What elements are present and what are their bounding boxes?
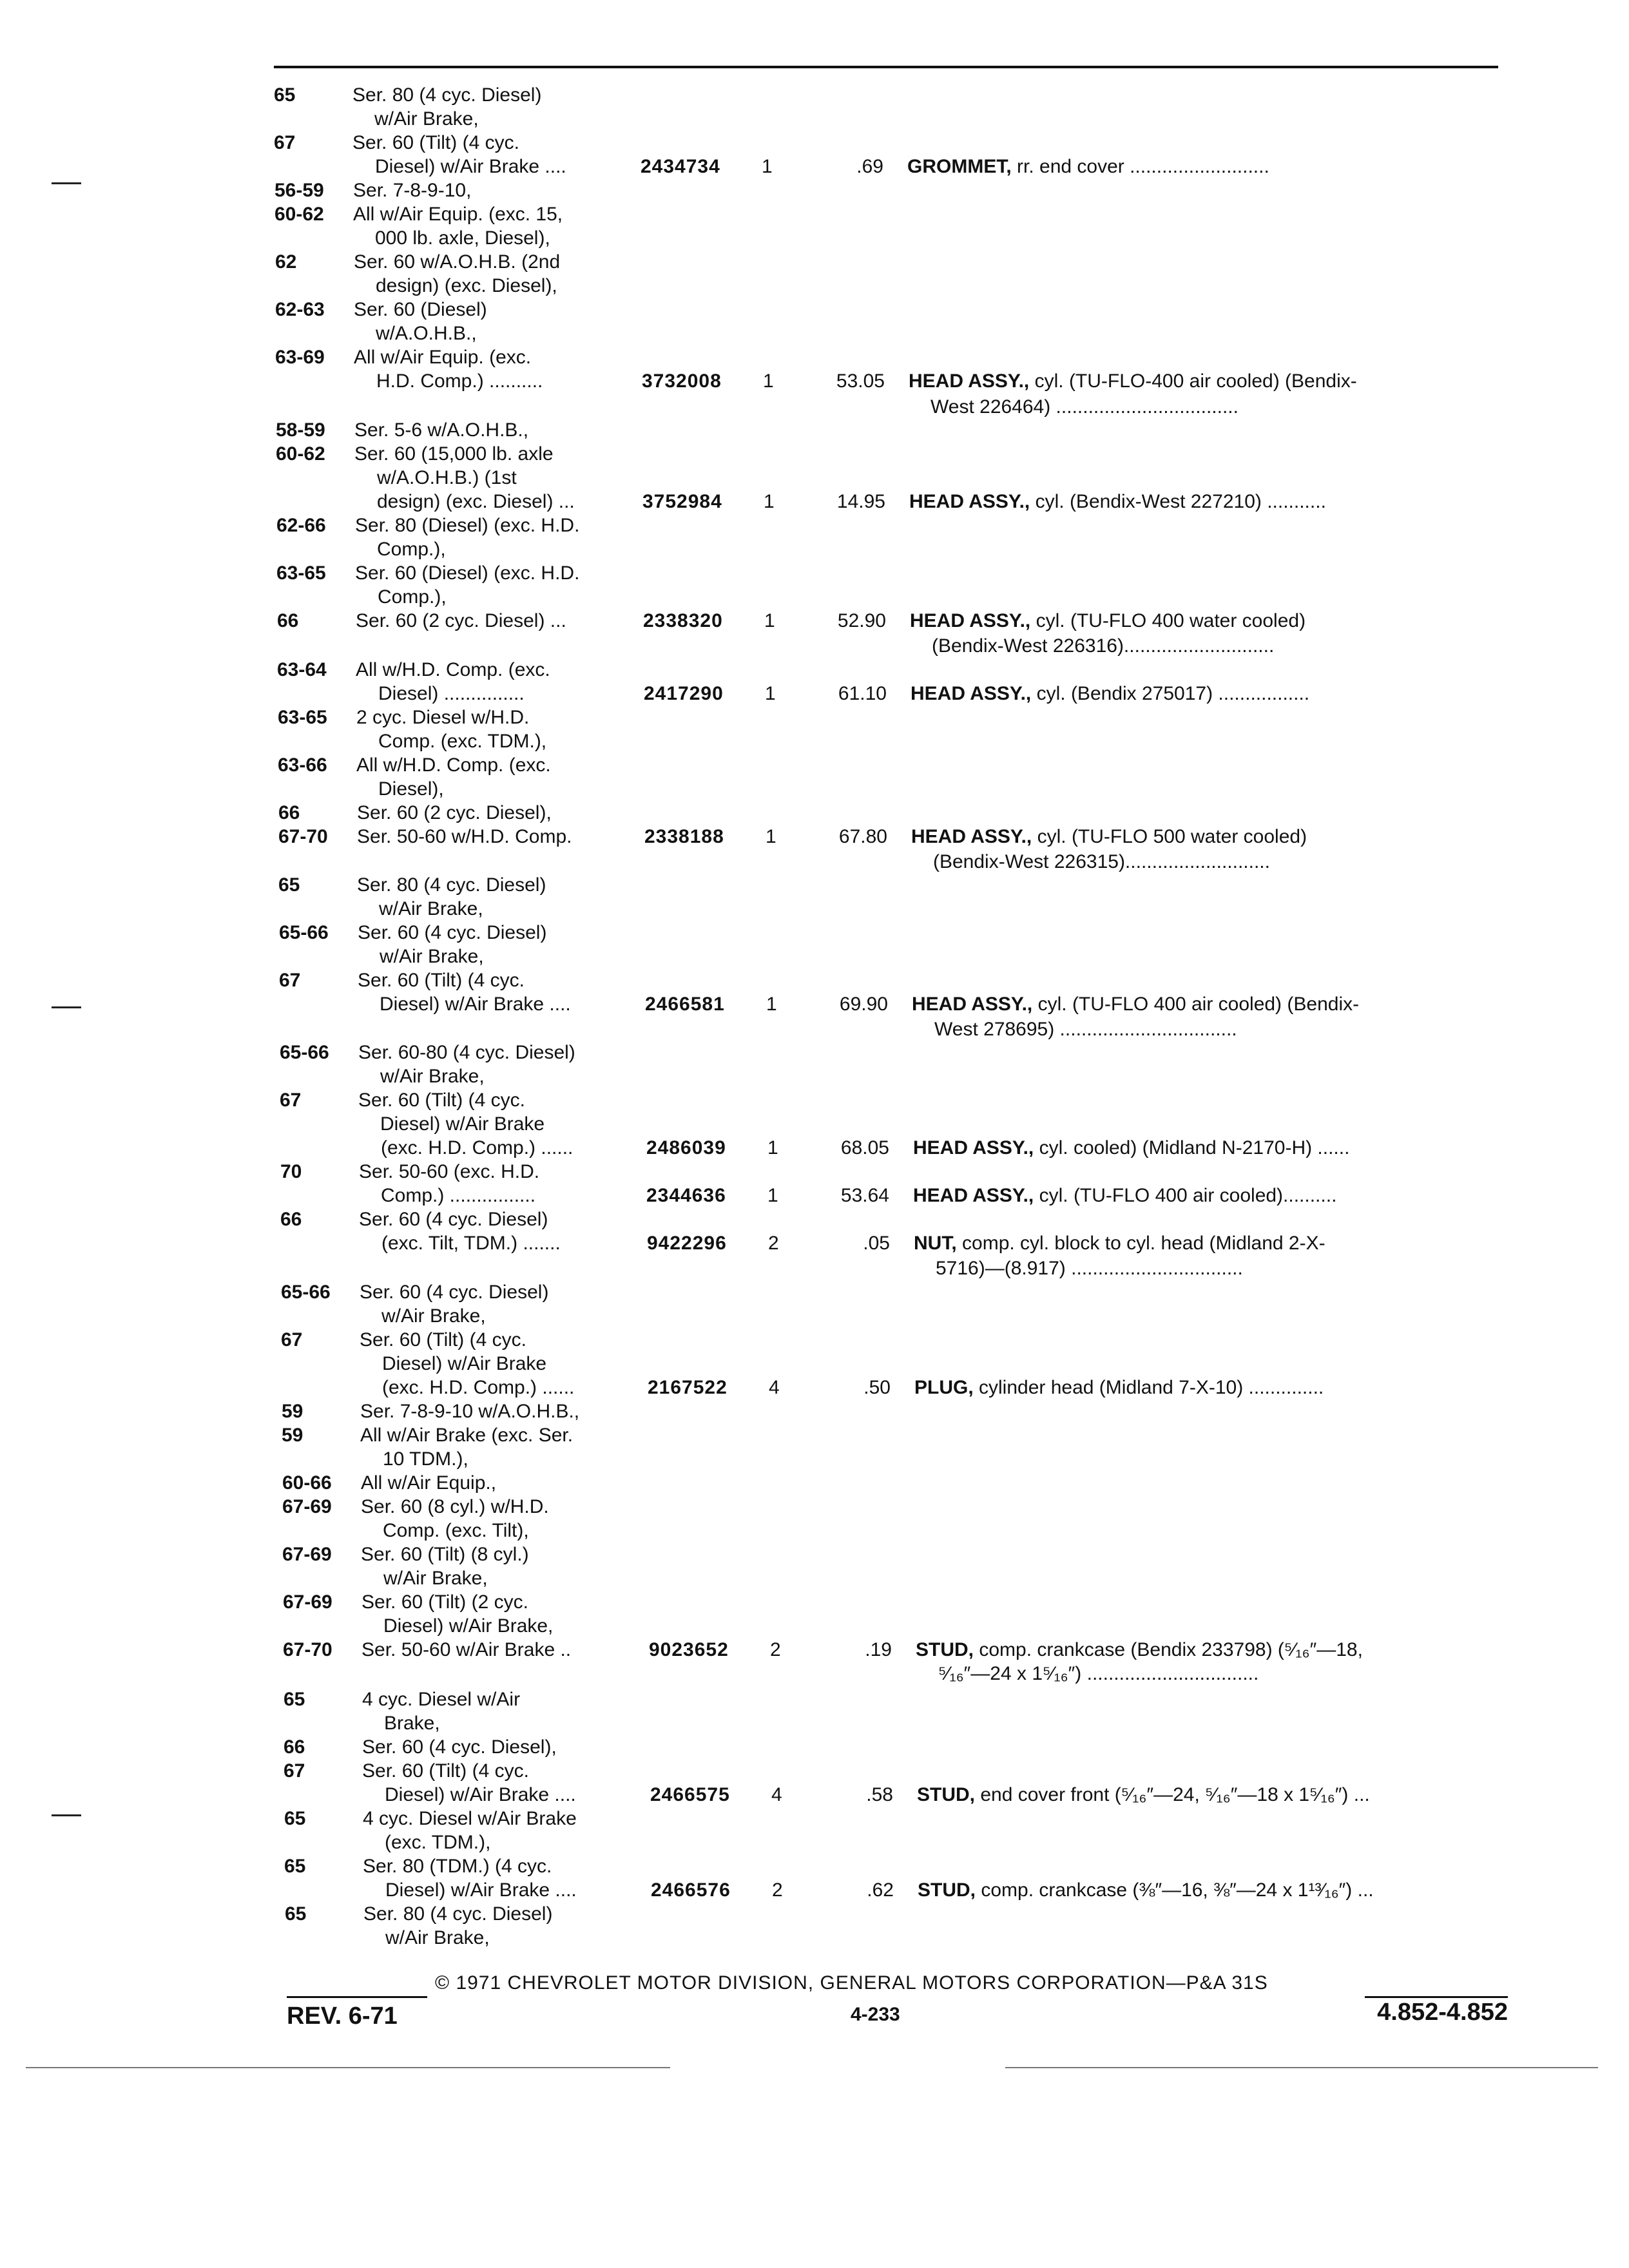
application-text: Ser. 60 (4 cyc. Diesel) xyxy=(358,922,547,943)
revision-date: REV. 6-71 xyxy=(287,2003,398,2030)
application-text: Diesel) w/Air Brake .... xyxy=(375,156,566,177)
part-description-text: rr. end cover .......................... xyxy=(1017,156,1269,177)
quantity: 2 xyxy=(768,1233,779,1254)
part-name: HEAD ASSY., xyxy=(910,610,1031,631)
model-year: 63-65 xyxy=(278,707,327,728)
part-name: HEAD ASSY., xyxy=(911,826,1032,847)
bottom-rule-left xyxy=(26,2067,670,2068)
application-text: Diesel) w/Air Brake .... xyxy=(385,1784,576,1805)
model-year: 70 xyxy=(280,1161,302,1182)
part-description-continued: (Bendix-West 226315)........................... xyxy=(933,851,1270,872)
quantity: 2 xyxy=(770,1639,781,1660)
part-number: 9422296 xyxy=(647,1233,727,1254)
part-description xyxy=(911,825,1516,849)
application-text: 10 TDM.), xyxy=(383,1448,468,1470)
part-number: 9023652 xyxy=(649,1639,729,1660)
application-text: Ser. 60 (Tilt) (2 cyc. xyxy=(361,1591,528,1613)
application-text: Ser. 60 (Diesel) (exc. H.D. xyxy=(355,562,580,584)
application-text: Ser. 60 (2 cyc. Diesel) ... xyxy=(356,610,566,631)
footer-copyright: © 1971 CHEVROLET MOTOR DIVISION, GENERAL MOTORS CORPORATION—P&A 31S xyxy=(435,1972,1268,1994)
part-name: HEAD ASSY., xyxy=(913,1137,1034,1158)
part-description xyxy=(913,1137,1518,1160)
application-text: w/Air Brake, xyxy=(383,1568,488,1589)
part-description-text: end cover front (⁵⁄₁₆″—24, ⁵⁄₁₆″—18 x 1⁵⁄₁₆″) ... xyxy=(980,1784,1370,1805)
application-text: Ser. 60 (2 cyc. Diesel), xyxy=(357,802,552,823)
part-name: HEAD ASSY., xyxy=(911,683,1032,704)
application-text: (exc. Tilt, TDM.) ....... xyxy=(381,1233,561,1254)
application-text: Diesel) w/Air Brake .... xyxy=(385,1879,577,1901)
application-text: Ser. 80 (4 cyc. Diesel) xyxy=(352,84,542,106)
quantity: 1 xyxy=(766,826,776,847)
part-description xyxy=(917,1783,1521,1807)
model-year: 65 xyxy=(274,84,296,106)
part-number: 2486039 xyxy=(646,1137,726,1158)
application-text: H.D. Comp.) .......... xyxy=(376,370,543,392)
part-number: 3752984 xyxy=(642,491,722,512)
application-text: Ser. 50-60 w/H.D. Comp. xyxy=(357,826,572,847)
model-year: 58-59 xyxy=(276,419,325,441)
model-year: 67 xyxy=(274,132,296,153)
application-text: Diesel), xyxy=(378,778,444,800)
part-number: 2338188 xyxy=(644,826,724,847)
application-text: 2 cyc. Diesel w/H.D. xyxy=(356,707,530,728)
application-text: w/Air Brake, xyxy=(374,108,479,130)
part-name: HEAD ASSY., xyxy=(912,994,1033,1015)
application-text: w/A.O.H.B.) (1st xyxy=(377,467,517,488)
quantity: 1 xyxy=(765,683,776,704)
application-text: Ser. 60 (Tilt) (8 cyl.) xyxy=(361,1544,529,1565)
part-name: HEAD ASSY., xyxy=(913,1185,1034,1206)
model-year: 67 xyxy=(281,1329,303,1350)
part-name: STUD, xyxy=(916,1639,974,1660)
model-year: 62-66 xyxy=(276,515,326,536)
application-text: (exc. TDM.), xyxy=(385,1832,491,1853)
model-year: 59 xyxy=(282,1425,304,1446)
application-text: All w/H.D. Comp. (exc. xyxy=(356,754,551,776)
application-text: Ser. 60 (Diesel) xyxy=(354,299,487,320)
quantity: 1 xyxy=(767,1137,778,1158)
application-text: w/Air Brake, xyxy=(379,898,483,919)
application-text: w/Air Brake, xyxy=(380,946,484,967)
application-text: Ser. 60 (Tilt) (4 cyc. xyxy=(358,1090,525,1111)
part-description-continued: ⁵⁄₁₆″—24 x 1⁵⁄₁₆″) ................................ xyxy=(938,1663,1259,1684)
quantity: 4 xyxy=(769,1377,780,1398)
list-price: 68.05 xyxy=(840,1137,889,1158)
model-year: 65 xyxy=(284,1808,306,1829)
application-text: Ser. 80 (TDM.) (4 cyc. xyxy=(363,1856,552,1877)
application-text: Ser. 5-6 w/A.O.H.B., xyxy=(354,419,529,441)
footer-rule-left xyxy=(287,1996,427,1998)
part-description-text: cyl. (TU-FLO 400 water cooled) xyxy=(1036,610,1306,631)
model-year: 63-66 xyxy=(278,754,327,776)
part-description-text: comp. crankcase (Bendix 233798) (⁵⁄₁₆″—18, xyxy=(979,1639,1363,1660)
quantity: 1 xyxy=(763,370,774,392)
part-name: GROMMET, xyxy=(907,156,1012,177)
part-description-continued: 5716)—(8.917) ................................ xyxy=(936,1258,1243,1279)
list-price: 69.90 xyxy=(839,994,888,1015)
part-description xyxy=(914,1376,1519,1399)
model-year: 66 xyxy=(277,610,299,631)
part-number: 2338320 xyxy=(643,610,723,631)
model-year: 65-66 xyxy=(279,922,329,943)
model-year: 62 xyxy=(275,251,297,273)
part-number: 2466581 xyxy=(645,994,725,1015)
quantity: 1 xyxy=(764,491,775,512)
part-description-text: cyl. (TU-FLO-400 air cooled) (Bendix- xyxy=(1034,370,1357,392)
application-text: Ser. 60 (Tilt) (4 cyc. xyxy=(360,1329,526,1350)
part-name: STUD, xyxy=(917,1784,975,1805)
application-text: Ser. 80 (4 cyc. Diesel) xyxy=(357,874,546,896)
model-year: 65 xyxy=(284,1689,305,1710)
margin-tick-mark xyxy=(52,182,81,184)
model-year: 59 xyxy=(282,1401,304,1422)
part-description xyxy=(912,993,1516,1016)
part-name: HEAD ASSY., xyxy=(909,491,1030,512)
list-price: 52.90 xyxy=(837,610,886,631)
part-number: 3732008 xyxy=(642,370,722,392)
model-year: 67 xyxy=(280,1090,302,1111)
application-text: All w/Air Equip. (exc. 15, xyxy=(353,204,563,225)
list-price: .19 xyxy=(865,1639,892,1660)
application-text: (exc. H.D. Comp.) ...... xyxy=(381,1137,574,1158)
model-year: 65-66 xyxy=(280,1042,329,1063)
application-text: Brake, xyxy=(384,1713,440,1734)
application-text: 4 cyc. Diesel w/Air Brake xyxy=(363,1808,577,1829)
part-description xyxy=(909,490,1514,514)
model-year: 62-63 xyxy=(275,299,325,320)
application-text: Diesel) w/Air Brake .... xyxy=(380,994,571,1015)
part-description-continued: West 278695) ................................. xyxy=(934,1019,1237,1040)
model-year: 65 xyxy=(284,1856,306,1877)
application-text: 4 cyc. Diesel w/Air xyxy=(362,1689,521,1710)
part-description xyxy=(910,610,1514,633)
application-text: Ser. 60-80 (4 cyc. Diesel) xyxy=(358,1042,575,1063)
model-year: 65-66 xyxy=(281,1282,331,1303)
part-description xyxy=(909,370,1513,393)
application-text: Ser. 60 (4 cyc. Diesel) xyxy=(359,1209,548,1230)
application-text: w/A.O.H.B., xyxy=(376,323,477,344)
quantity: 4 xyxy=(771,1784,782,1805)
part-description-text: cyl. (TU-FLO 500 water cooled) xyxy=(1037,826,1307,847)
list-price: .50 xyxy=(863,1377,891,1398)
application-text: Diesel) w/Air Brake xyxy=(380,1113,545,1135)
application-text: Diesel) ............... xyxy=(378,683,525,704)
application-text: (exc. H.D. Comp.) ...... xyxy=(382,1377,575,1398)
quantity: 1 xyxy=(762,156,773,177)
list-price: .58 xyxy=(866,1784,893,1805)
list-price: 67.80 xyxy=(838,826,887,847)
application-text: w/Air Brake, xyxy=(385,1927,490,1948)
model-year: 63-65 xyxy=(276,562,326,584)
part-description-continued: (Bendix-West 226316)............................ xyxy=(932,635,1275,657)
part-description-text: cyl. (Bendix-West 227210) ........... xyxy=(1035,491,1326,512)
application-text: Ser. 60 w/A.O.H.B. (2nd xyxy=(354,251,561,273)
application-text: All w/Air Equip., xyxy=(361,1472,497,1494)
part-description-text: cyl. (Bendix 275017) ................. xyxy=(1036,683,1310,704)
application-text: design) (exc. Diesel) ... xyxy=(377,491,575,512)
application-text: Ser. 60 (4 cyc. Diesel), xyxy=(362,1736,557,1758)
model-year: 66 xyxy=(284,1736,305,1758)
part-number: 2344636 xyxy=(646,1185,726,1206)
margin-tick-mark xyxy=(52,1006,81,1008)
model-year: 66 xyxy=(280,1209,302,1230)
quantity: 2 xyxy=(772,1879,783,1901)
application-text: w/Air Brake, xyxy=(380,1066,485,1087)
quantity: 1 xyxy=(767,1185,778,1206)
part-description-text: cyl. (TU-FLO 400 air cooled).......... xyxy=(1039,1185,1337,1206)
model-year: 63-64 xyxy=(277,659,327,680)
part-number: 2466575 xyxy=(650,1784,730,1805)
model-year: 67 xyxy=(284,1760,305,1782)
application-text: Ser. 80 (4 cyc. Diesel) xyxy=(363,1903,553,1925)
application-text: Ser. 7-8-9-10, xyxy=(353,180,472,201)
part-number: 2167522 xyxy=(648,1377,728,1398)
part-description-text: comp. crankcase (⅜″—16, ⅜″—24 x 1¹³⁄₁₆″) ... xyxy=(981,1879,1374,1901)
application-text: Ser. 60 (Tilt) (4 cyc. xyxy=(358,970,525,991)
list-price: 61.10 xyxy=(838,683,887,704)
part-description-text: cyl. (TU-FLO 400 air cooled) (Bendix- xyxy=(1037,994,1360,1015)
application-text: Ser. 60 (8 cyl.) w/H.D. xyxy=(361,1496,549,1517)
part-description xyxy=(918,1879,1522,1902)
application-text: All w/H.D. Comp. (exc. xyxy=(356,659,550,680)
model-year: 67-69 xyxy=(282,1544,332,1565)
application-text: Diesel) w/Air Brake xyxy=(382,1353,547,1374)
application-text: Ser. 7-8-9-10 w/A.O.H.B., xyxy=(360,1401,580,1422)
part-name: PLUG, xyxy=(914,1377,974,1398)
part-description-text: comp. cyl. block to cyl. head (Midland 2-X- xyxy=(962,1233,1325,1254)
application-text: Ser. 60 (Tilt) (4 cyc. xyxy=(352,132,519,153)
application-text: Ser. 60 (4 cyc. Diesel) xyxy=(360,1282,549,1303)
model-year: 67-69 xyxy=(282,1496,332,1517)
part-number: 2466576 xyxy=(651,1879,731,1901)
application-text: Diesel) w/Air Brake, xyxy=(383,1615,554,1637)
application-text: Ser. 60 (15,000 lb. axle xyxy=(354,443,554,465)
application-text: Ser. 60 (Tilt) (4 cyc. xyxy=(362,1760,529,1782)
part-description-text: cyl. cooled) (Midland N-2170-H) ...... xyxy=(1039,1137,1350,1158)
application-text: All w/Air Brake (exc. Ser. xyxy=(360,1425,574,1446)
footer-rule-right xyxy=(1365,1996,1508,1998)
margin-tick-mark xyxy=(52,1814,81,1816)
model-year: 67-70 xyxy=(283,1639,333,1660)
application-text: Comp. (exc. TDM.), xyxy=(378,731,547,752)
model-year: 65 xyxy=(285,1903,307,1925)
application-text: Ser. 50-60 (exc. H.D. xyxy=(359,1161,540,1182)
list-price: .05 xyxy=(863,1233,890,1254)
list-price: 53.64 xyxy=(840,1185,889,1206)
part-description-continued: West 226464) .................................. xyxy=(930,396,1239,418)
application-text: All w/Air Equip. (exc. xyxy=(354,347,532,368)
top-rule xyxy=(274,66,1498,68)
bottom-rule-right xyxy=(1005,2067,1598,2068)
application-text: Ser. 50-60 w/Air Brake .. xyxy=(361,1639,572,1660)
part-description xyxy=(914,1232,1518,1255)
application-text: 000 lb. axle, Diesel), xyxy=(375,227,550,249)
part-description xyxy=(913,1184,1518,1207)
part-description xyxy=(916,1639,1520,1662)
application-text: w/Air Brake, xyxy=(381,1305,486,1327)
model-year: 60-62 xyxy=(276,443,325,465)
list-price: .69 xyxy=(856,156,883,177)
quantity: 1 xyxy=(764,610,775,631)
model-year: 67-70 xyxy=(278,826,328,847)
part-description xyxy=(907,155,1512,178)
application-text: design) (exc. Diesel), xyxy=(376,275,557,296)
page-number: 4-233 xyxy=(851,2004,900,2025)
list-price: .62 xyxy=(867,1879,894,1901)
group-reference: 4.852-4.852 xyxy=(1377,1999,1508,2026)
part-description xyxy=(911,682,1515,706)
part-description-text: cylinder head (Midland 7-X-10) .............. xyxy=(979,1377,1324,1398)
model-year: 67-69 xyxy=(283,1591,333,1613)
quantity: 1 xyxy=(766,994,777,1015)
part-number: 2417290 xyxy=(644,683,724,704)
part-name: NUT, xyxy=(914,1233,957,1254)
model-year: 60-66 xyxy=(282,1472,332,1494)
model-year: 60-62 xyxy=(275,204,324,225)
list-price: 14.95 xyxy=(836,491,885,512)
part-name: HEAD ASSY., xyxy=(909,370,1030,392)
model-year: 67 xyxy=(279,970,301,991)
model-year: 63-69 xyxy=(275,347,325,368)
model-year: 56-59 xyxy=(275,180,324,201)
application-text: Comp. (exc. Tilt), xyxy=(383,1520,529,1541)
application-text: Comp.) ................ xyxy=(381,1185,536,1206)
model-year: 65 xyxy=(278,874,300,896)
part-name: STUD, xyxy=(918,1879,976,1901)
application-text: Comp.), xyxy=(378,586,447,608)
application-text: Ser. 80 (Diesel) (exc. H.D. xyxy=(355,515,580,536)
list-price: 53.05 xyxy=(836,370,885,392)
application-text: Comp.), xyxy=(377,539,446,560)
model-year: 66 xyxy=(278,802,300,823)
part-number: 2434734 xyxy=(641,156,720,177)
